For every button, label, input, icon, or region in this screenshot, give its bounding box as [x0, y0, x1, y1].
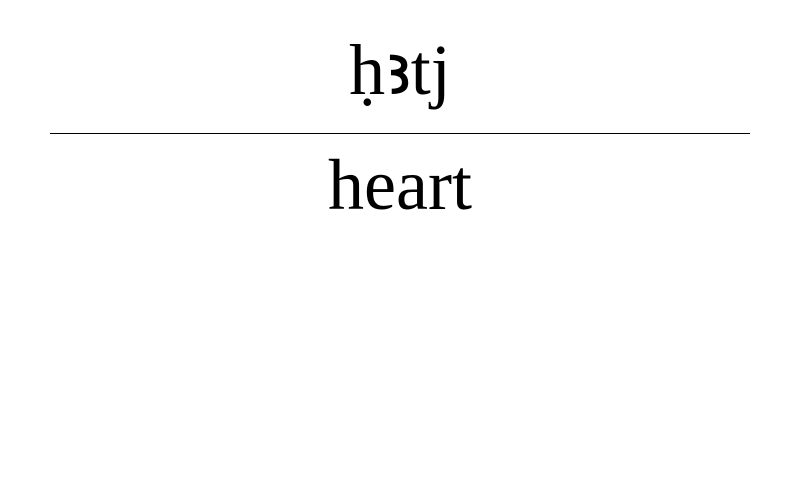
card-back-translation: heart: [328, 145, 472, 225]
card-front-transliteration: ḥꜣtj: [349, 30, 451, 110]
card-divider: [50, 133, 750, 134]
